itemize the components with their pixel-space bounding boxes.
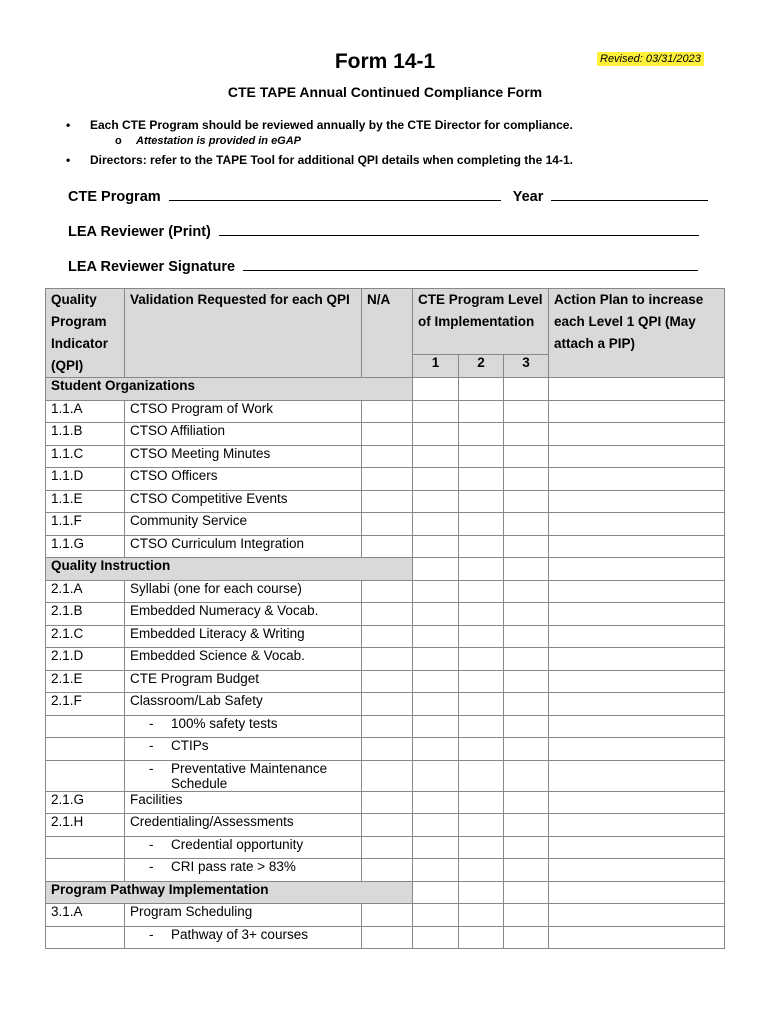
level-3-cell[interactable] [504,580,549,603]
qpi-code: 2.1.D [46,648,125,671]
level-3-cell[interactable] [504,490,549,513]
level-2-cell[interactable] [459,693,504,716]
action-plan-cell[interactable] [549,513,725,536]
level-1-cell[interactable] [413,791,459,814]
validation-text [125,859,362,882]
na-cell[interactable] [362,603,413,626]
level-1-cell[interactable] [413,378,459,401]
sub-item-text: CRI pass rate > 83% [171,859,296,874]
level-1-cell[interactable] [413,904,459,927]
level-2-cell[interactable] [459,881,504,904]
level-1-cell[interactable] [413,648,459,671]
table-row [46,814,725,837]
validation-text: CTSO Officers [125,468,362,491]
level-2-cell[interactable] [459,603,504,626]
sub-item-text: Credential opportunity [171,836,304,852]
qpi-code: 1.1.C [46,445,125,468]
qpi-code: 1.1.E [46,490,125,513]
na-cell[interactable] [362,625,413,648]
action-plan-cell[interactable] [549,693,725,716]
level-3-cell[interactable] [504,468,549,491]
validation-text: Community Service [125,513,362,536]
level-1-cell[interactable] [413,423,459,446]
validation-text [125,760,362,791]
level-2-cell[interactable] [459,558,504,581]
action-plan-cell[interactable] [549,715,725,738]
table-row [46,603,725,626]
table-row [46,648,725,671]
level-1-cell[interactable] [413,715,459,738]
level-1-cell[interactable] [413,445,459,468]
sub-bullet-icon: o [115,135,122,147]
level-3-cell[interactable] [504,881,549,904]
qpi-code: 2.1.G [46,791,125,814]
section-row [46,378,725,401]
qpi-code [46,926,125,949]
action-plan-cell[interactable] [549,791,725,814]
level-1-cell[interactable] [413,926,459,949]
level-1-cell[interactable] [413,625,459,648]
level-2-cell[interactable] [459,715,504,738]
action-plan-cell[interactable] [549,836,725,859]
dash-marker: - [149,715,154,731]
level-3-cell[interactable] [504,535,549,558]
level-2-cell[interactable] [459,468,504,491]
action-plan-cell[interactable] [549,468,725,491]
table-row [46,693,725,716]
table-row [46,625,725,648]
sub-item-text: Preventative Maintenance Schedule [171,760,328,791]
qpi-code [46,715,125,738]
level-3-cell[interactable] [504,603,549,626]
validation-text: Credentialing/Assessments [125,814,362,837]
na-cell[interactable] [362,715,413,738]
validation-header: Validation Requested for each QPI [125,289,362,378]
action-plan-cell[interactable] [549,859,725,882]
lea-reviewer-signature-field[interactable] [243,256,698,271]
na-cell[interactable] [362,814,413,837]
action-plan-cell[interactable] [549,648,725,671]
action-plan-cell[interactable] [549,445,725,468]
qpi-code: 1.1.F [46,513,125,536]
validation-text: Embedded Literacy & Writing [125,625,362,648]
section-title: Program Pathway Implementation [46,881,413,904]
validation-text: CTSO Competitive Events [125,490,362,513]
validation-text [125,926,362,949]
level-2-cell[interactable] [459,670,504,693]
level-1-cell[interactable] [413,859,459,882]
level-1-cell[interactable] [413,836,459,859]
na-cell[interactable] [362,670,413,693]
section-title: Quality Instruction [46,558,413,581]
table-row [46,513,725,536]
section-row [46,881,725,904]
revised-date-badge: Revised: 03/31/2023 [597,52,704,66]
action-plan-cell[interactable] [549,760,725,791]
level-1-cell[interactable] [413,400,459,423]
bullet-icon: • [66,118,71,132]
level-3-cell[interactable] [504,423,549,446]
instructions-list [66,117,573,169]
level-header: CTE Program Level of Implementation [413,289,549,355]
na-cell[interactable] [362,648,413,671]
level-2-cell[interactable] [459,791,504,814]
qpi-code [46,859,125,882]
validation-text: Classroom/Lab Safety [125,693,362,716]
level-2-cell[interactable] [459,738,504,761]
lea-reviewer-print-label: LEA Reviewer (Print) [68,224,211,240]
na-cell[interactable] [362,580,413,603]
form-subtitle: CTE TAPE Annual Continued Compliance Form [227,84,543,100]
instruction-item [66,117,573,134]
qpi-code: 2.1.H [46,814,125,837]
action-plan-cell[interactable] [549,558,725,581]
sub-item-text: Pathway of 3+ courses [171,926,308,942]
na-cell[interactable] [362,859,413,882]
table-row [46,580,725,603]
validation-text: CTSO Affiliation [125,423,362,446]
na-cell[interactable] [362,468,413,491]
qpi-header: Quality Program Indicator (QPI) [46,289,125,378]
table-row [46,535,725,558]
level-1-cell[interactable] [413,670,459,693]
action-plan-cell[interactable] [549,926,725,949]
lea-reviewer-print-row [68,221,708,256]
validation-text: Embedded Numeracy & Vocab. [125,603,362,626]
na-cell[interactable] [362,423,413,446]
level-3-cell[interactable] [504,836,549,859]
cte-program-field[interactable] [169,186,501,201]
level-3-cell[interactable] [504,648,549,671]
lea-reviewer-signature-label: LEA Reviewer Signature [68,259,236,275]
table-row [46,445,725,468]
instruction-subtext: Attestation is provided in eGAP [136,135,302,147]
qpi-code: 2.1.E [46,670,125,693]
validation-text: CTSO Curriculum Integration [125,535,362,558]
validation-text: CTSO Program of Work [125,400,362,423]
qpi-code: 3.1.A [46,904,125,927]
year-field[interactable] [551,186,708,201]
qpi-code: 1.1.D [46,468,125,491]
level-1-cell[interactable] [413,513,459,536]
table-row [46,400,725,423]
level-1-cell[interactable] [413,881,459,904]
qpi-code: 2.1.A [46,580,125,603]
level-3-cell[interactable] [504,859,549,882]
level-2-cell[interactable] [459,513,504,536]
level-2-cell[interactable] [459,445,504,468]
compliance-table [45,288,725,949]
qpi-code: 2.1.B [46,603,125,626]
level-3-cell[interactable] [504,513,549,536]
level-3-cell[interactable] [504,378,549,401]
validation-text: Embedded Science & Vocab. [125,648,362,671]
qpi-code [46,738,125,761]
validation-text: Syllabi (one for each course) [125,580,362,603]
level-3-cell[interactable] [504,670,549,693]
level-1-cell[interactable] [413,490,459,513]
level-3-cell[interactable] [504,445,549,468]
na-cell[interactable] [362,738,413,761]
table-row [46,490,725,513]
table-row [46,670,725,693]
level-3-header: 3 [504,355,549,378]
level-2-cell[interactable] [459,400,504,423]
section-title: Student Organizations [46,378,413,401]
bullet-icon: • [66,153,71,167]
validation-text: Facilities [125,791,362,814]
na-header: N/A [362,289,413,378]
table-row [46,468,725,491]
table-row [46,859,725,882]
cte-program-row [68,186,708,221]
level-1-header: 1 [413,355,459,378]
level-2-cell[interactable] [459,814,504,837]
section-row [46,558,725,581]
na-cell[interactable] [362,445,413,468]
level-2-cell[interactable] [459,859,504,882]
level-3-cell[interactable] [504,715,549,738]
level-2-cell[interactable] [459,535,504,558]
action-plan-cell[interactable] [549,814,725,837]
level-3-cell[interactable] [504,693,549,716]
level-2-cell[interactable] [459,580,504,603]
action-plan-cell[interactable] [549,881,725,904]
na-cell[interactable] [362,693,413,716]
na-cell[interactable] [362,535,413,558]
action-plan-cell[interactable] [549,580,725,603]
level-2-cell[interactable] [459,378,504,401]
action-plan-cell[interactable] [549,378,725,401]
year-label: Year [512,189,544,205]
table-row [46,836,725,859]
form-title: Form 14-1 [334,50,436,73]
dash-marker: - [149,738,154,753]
level-1-cell[interactable] [413,558,459,581]
instruction-text: Directors: refer to the TAPE Tool for additional QPI details when completing the 14-1. [90,153,573,167]
table-row [46,738,725,761]
qpi-code: 1.1.G [46,535,125,558]
action-plan-cell[interactable] [549,625,725,648]
action-plan-cell[interactable] [549,904,725,927]
validation-text [125,738,362,761]
level-3-cell[interactable] [504,625,549,648]
table-row [46,760,725,791]
validation-text: CTE Program Budget [125,670,362,693]
table-row [46,926,725,949]
action-plan-cell[interactable] [549,490,725,513]
action-plan-cell[interactable] [549,400,725,423]
sub-item-text: CTIPs [171,738,209,753]
validation-text [125,715,362,738]
level-2-cell[interactable] [459,625,504,648]
table-row [46,904,725,927]
table-row [46,715,725,738]
qpi-code: 1.1.B [46,423,125,446]
action-plan-cell[interactable] [549,423,725,446]
cte-program-label: CTE Program [68,189,161,205]
level-2-cell[interactable] [459,836,504,859]
level-2-cell[interactable] [459,423,504,446]
level-1-cell[interactable] [413,814,459,837]
level-1-cell[interactable] [413,603,459,626]
level-1-cell[interactable] [413,580,459,603]
level-1-cell[interactable] [413,468,459,491]
qpi-code [46,836,125,859]
qpi-code [46,760,125,791]
na-cell[interactable] [362,400,413,423]
level-2-cell[interactable] [459,760,504,791]
dash-marker: - [149,859,154,874]
na-cell[interactable] [362,513,413,536]
action-plan-cell[interactable] [549,670,725,693]
lea-reviewer-print-field[interactable] [219,221,699,236]
qpi-code: 2.1.F [46,693,125,716]
level-2-cell[interactable] [459,490,504,513]
action-plan-cell[interactable] [549,738,725,761]
level-1-cell[interactable] [413,760,459,791]
table-row [46,791,725,814]
dash-marker: - [149,926,154,942]
dash-marker: - [149,760,154,776]
level-3-cell[interactable] [504,558,549,581]
na-cell[interactable] [362,836,413,859]
level-1-cell[interactable] [413,693,459,716]
level-3-cell[interactable] [504,400,549,423]
level-2-cell[interactable] [459,926,504,949]
level-1-cell[interactable] [413,738,459,761]
level-3-cell[interactable] [504,791,549,814]
form-fields [68,186,708,291]
na-cell[interactable] [362,904,413,927]
validation-text: Program Scheduling [125,904,362,927]
level-3-cell[interactable] [504,926,549,949]
level-1-cell[interactable] [413,535,459,558]
action-plan-cell[interactable] [549,603,725,626]
instruction-item [66,152,573,169]
na-cell[interactable] [362,791,413,814]
validation-text [125,836,362,859]
level-2-cell[interactable] [459,648,504,671]
validation-text: CTSO Meeting Minutes [125,445,362,468]
na-cell[interactable] [362,490,413,513]
level-3-cell[interactable] [504,904,549,927]
level-2-header: 2 [459,355,504,378]
instruction-text: Each CTE Program should be reviewed annually by the CTE Director for compliance. [90,118,573,132]
level-3-cell[interactable] [504,814,549,837]
table-row [46,423,725,446]
qpi-code: 1.1.A [46,400,125,423]
level-3-cell[interactable] [504,760,549,791]
instruction-subitem [66,134,573,148]
qpi-code: 2.1.C [46,625,125,648]
na-cell[interactable] [362,926,413,949]
level-3-cell[interactable] [504,738,549,761]
na-cell[interactable] [362,760,413,791]
action-plan-cell[interactable] [549,535,725,558]
dash-marker: - [149,836,154,852]
action-plan-header: Action Plan to increase each Level 1 QPI (May attach a PIP) [549,289,725,378]
lea-reviewer-signature-row [68,256,708,291]
sub-item-text: 100% safety tests [171,715,278,731]
level-2-cell[interactable] [459,904,504,927]
